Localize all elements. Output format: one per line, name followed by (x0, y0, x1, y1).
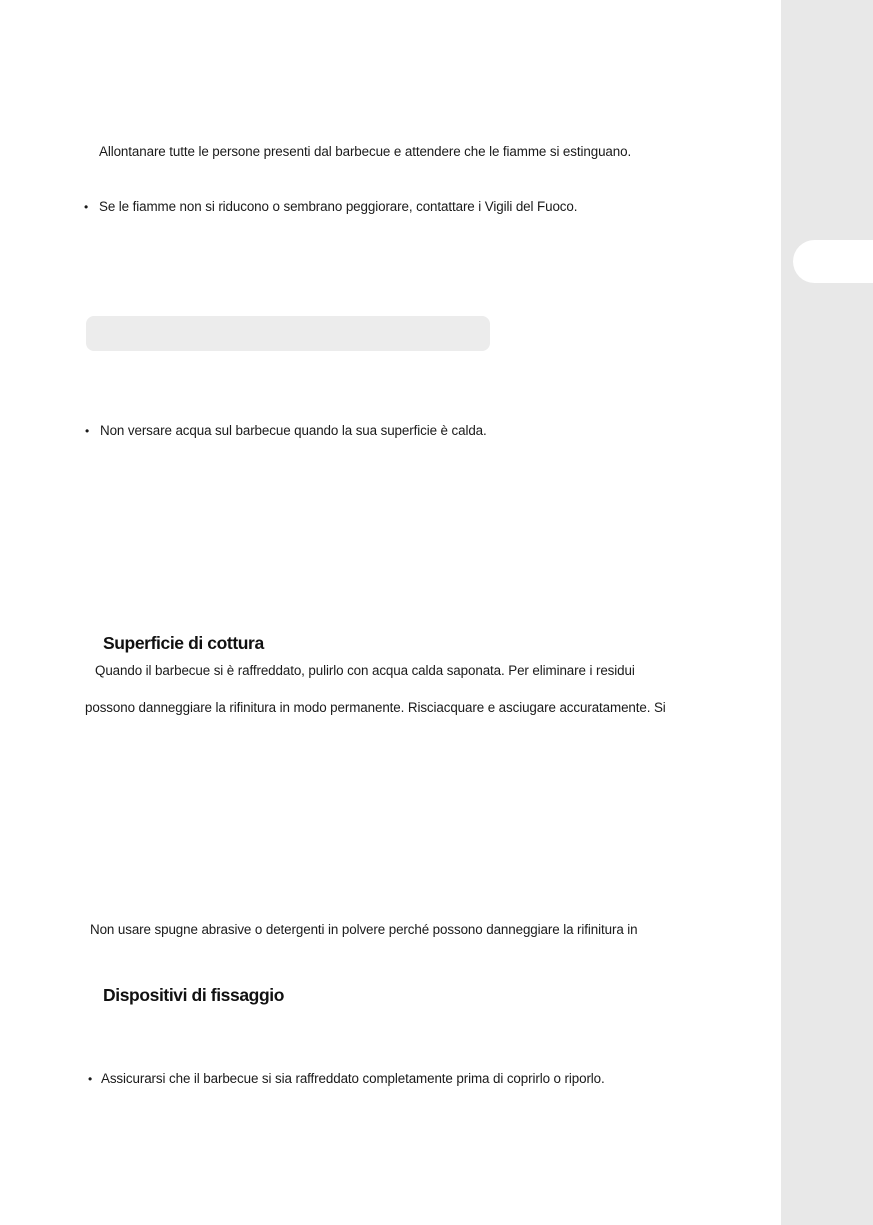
text-clean-damage: possono danneggiare la rifinitura in modo permanente. Risciacquare e asciugare accuratamente. Si (85, 700, 666, 715)
text-cool-down: Assicurarsi che il barbecue si sia raffreddato completamente prima di coprirlo o riporlo. (101, 1071, 605, 1086)
section-tab (793, 240, 873, 283)
text-move-away: Allontanare tutte le persone presenti dal barbecue e attendere che le fiamme si estinguano. (99, 144, 632, 159)
text-no-abrasive: Non usare spugne abrasive o detergenti in polvere perché possono danneggiare la rifinitura in (90, 922, 638, 937)
heading-fasteners: Dispositivi di fissaggio (103, 985, 284, 1005)
text-no-water: Non versare acqua sul barbecue quando la sua superficie è calda. (100, 423, 487, 438)
bullet-icon: • (84, 200, 89, 214)
text-clean-intro: Quando il barbecue si è raffreddato, pulirlo con acqua calda saponata. Per eliminare i residui (95, 663, 635, 678)
bullet-icon: • (88, 1072, 93, 1086)
bullet-icon: • (85, 424, 90, 438)
highlight-bar (86, 316, 490, 351)
heading-cooking-surface: Superficie di cottura (103, 633, 264, 653)
text-call-firefighters: Se le fiamme non si riducono o sembrano peggiorare, contattare i Vigili del Fuoco. (99, 199, 578, 214)
side-margin-band (781, 0, 873, 1225)
